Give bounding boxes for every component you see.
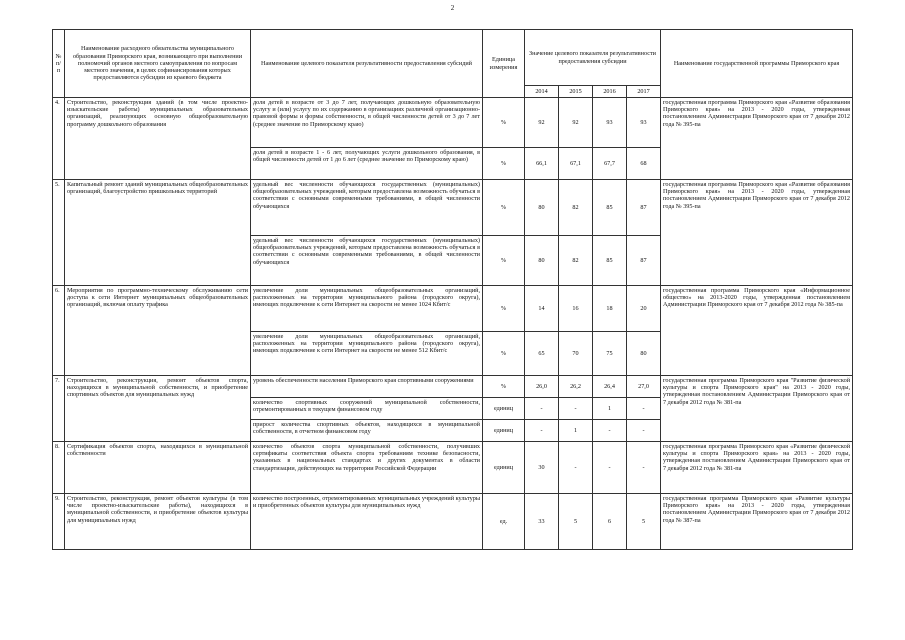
indicator-name: удельный вес численности обучающихся государственных (муниципальных) общеобразовательных учреждений, которым предоставлена возможность обучаться в соответствии с основными современными требованиями, в общей численности обучающихся <box>251 180 483 236</box>
state-program: государственная программа Приморского края «Информационное общество» на 2013-2020 годы, утвержденная постановлением Администрации Приморского края от 7 декабря 2012 года № 385-па <box>661 286 853 376</box>
indicator-value: - <box>593 420 627 442</box>
indicator-name: уровень обеспеченности населения Приморского края спортивными сооружениями <box>251 376 483 398</box>
indicator-name: количество объектов спорта муниципальной собственности, получивших сертификаты соответствия объекта спорта требованиям технике безопасности, указанных в национальных стандартах и других документах в области стандартизации, действующих на территории Российской Федерации <box>251 442 483 494</box>
indicator-value: 87 <box>627 180 661 236</box>
indicator-value: - <box>593 442 627 494</box>
state-program: государственная программа Приморского края «Развитие физической культуры и спорта Приморского края» на 2013 - 2020 годы, утвержденная постановлением Администрации Приморского края от 7 декабря 2012 года № 381-па <box>661 442 853 494</box>
indicator-unit: % <box>483 180 525 236</box>
row-number: 6. <box>53 286 65 376</box>
indicator-value: 14 <box>525 286 559 332</box>
indicator-value: - <box>627 442 661 494</box>
indicator-value: 70 <box>559 332 593 376</box>
row-number: 8. <box>53 442 65 494</box>
indicator-value: 33 <box>525 494 559 550</box>
indicator-value: 75 <box>593 332 627 376</box>
header-num: № п/п <box>53 30 65 98</box>
table-row <box>53 98 853 148</box>
header-program: Наименование государственной программы Приморского края <box>661 30 853 98</box>
indicator-value: 92 <box>525 98 559 148</box>
indicator-value: 26,2 <box>559 376 593 398</box>
indicator-value: 85 <box>593 180 627 236</box>
header-year: 2017 <box>627 86 661 98</box>
indicator-value: 5 <box>559 494 593 550</box>
indicator-unit: % <box>483 286 525 332</box>
indicator-value: 66,1 <box>525 148 559 180</box>
indicator-value: 1 <box>559 420 593 442</box>
header-row <box>53 30 853 86</box>
table-row <box>53 180 853 236</box>
indicator-name: увеличение доли муниципальных общеобразовательных организаций, расположенных на территории муниципального района (городского округа), имеющих подключение к сети Интернет на скорости не менее 512 Кбит/с <box>251 332 483 376</box>
state-program: государственная программа Приморского края «Развитие образования Приморского края» на 2013 - 2020 годы, утвержденная постановлением Администрации Приморского края от 7 декабря 2012 года № 395-па <box>661 180 853 286</box>
expense-obligation: Строительство, реконструкция, ремонт объектов культуры (в том числе проектно-изыскательские работы), находящихся в муниципальной собственности, и приобретение объектов культуры для муниципальных нужд <box>65 494 251 550</box>
expense-obligation: Строительство, реконструкция зданий (в том числе проектно-изыскательские работы) муниципальных образовательных организаций, реализующих основную общеобразовательную программу дошкольного образования <box>65 98 251 180</box>
header-expense: Наименование расходного обязательства муниципального образования Приморского края, возникающего при выполнении полномочий органов местного самоуправления по вопросам местного значения, в целях софинансирования которых предоставляются субсидии из краевого бюджета <box>65 30 251 98</box>
row-number: 4. <box>53 98 65 180</box>
indicator-value: 26,4 <box>593 376 627 398</box>
state-program: государственная программа Приморского края «Развитие культуры Приморского края» на 2013 - 2020 годы, утвержденная постановлением Администрации Приморского края от 7 декабря 2012 года № 387-па <box>661 494 853 550</box>
expense-obligation: Мероприятия по программно-техническому обслуживанию сети доступа к сети Интернет муниципальных общеобразовательных организаций, включая оплату трафика <box>65 286 251 376</box>
indicator-value: 5 <box>627 494 661 550</box>
indicator-unit: единиц <box>483 442 525 494</box>
indicator-value: - <box>627 420 661 442</box>
page-number: 2 <box>450 4 455 12</box>
indicator-value: 80 <box>525 180 559 236</box>
indicator-value: 80 <box>627 332 661 376</box>
indicator-value: - <box>627 398 661 420</box>
indicator-value: 80 <box>525 236 559 286</box>
indicator-value: 67,7 <box>593 148 627 180</box>
indicator-value: 85 <box>593 236 627 286</box>
indicator-value: 18 <box>593 286 627 332</box>
header-year: 2016 <box>593 86 627 98</box>
header-year: 2014 <box>525 86 559 98</box>
indicator-value: - <box>559 398 593 420</box>
header-year: 2015 <box>559 86 593 98</box>
state-program: государственная программа Приморского края «Развитие образования Приморского края» на 2013 - 2020 годы, утвержденная постановлением Администрации Приморского края от 7 декабря 2012 года № 395-па <box>661 98 853 180</box>
indicator-name: прирост количества спортивных объектов, находящихся в муниципальной собственности, в отчетном финансовом году <box>251 420 483 442</box>
indicator-name: увеличение доли муниципальных общеобразовательных организаций, расположенных на территории муниципального района (городского округа), имеющих подключение к сети Интернет на скорости не менее 1024 Кбит/с <box>251 286 483 332</box>
header-unit: Единица измерения <box>483 30 525 98</box>
indicator-unit: единиц <box>483 420 525 442</box>
indicator-name: доля детей в возрасте от 3 до 7 лет, получающих дошкольную образовательную услугу и (или) услугу по их содержанию в организациях различной организационно-правовой формы и формы собственности, в общей численности детей от 3 до 7 лет (среднее значение по Приморскому краю) <box>251 98 483 148</box>
indicator-name: количество спортивных сооружений муниципальной собственности, отремонтированных в текущем финансовом году <box>251 398 483 420</box>
state-program: государственная программа Приморского края "Развитие физической культуры и спорта Приморского края" на 2013 - 2020 годы, утвержденная постановлением Администрации Приморского края от 7 декабря 2012 года № 381-па <box>661 376 853 442</box>
indicator-value: 68 <box>627 148 661 180</box>
indicator-unit: % <box>483 236 525 286</box>
subsidy-indicators-table <box>52 29 853 550</box>
row-number: 7. <box>53 376 65 442</box>
indicator-unit: % <box>483 376 525 398</box>
indicator-value: 26,0 <box>525 376 559 398</box>
indicator-value: 16 <box>559 286 593 332</box>
indicator-value: - <box>525 398 559 420</box>
indicator-value: 87 <box>627 236 661 286</box>
table-row <box>53 494 853 550</box>
indicator-name: количество построенных, отремонтированных муниципальных учреждений культуры и приобретенных объектов культуры для муниципальных нужд <box>251 494 483 550</box>
table-row <box>53 442 853 494</box>
indicator-value: 6 <box>593 494 627 550</box>
table-row <box>53 376 853 398</box>
indicator-value: 27,0 <box>627 376 661 398</box>
indicator-unit: единиц <box>483 398 525 420</box>
row-number: 5. <box>53 180 65 286</box>
expense-obligation: Капитальный ремонт зданий муниципальных общеобразовательных организаций, благоустройство пришкольных территорий <box>65 180 251 286</box>
indicator-value: 93 <box>593 98 627 148</box>
expense-obligation: Строительство, реконструкция, ремонт объектов спорта, находящихся в муниципальной собственности, и приобретение спортивных объектов для муниципальных нужд <box>65 376 251 442</box>
indicator-value: 82 <box>559 236 593 286</box>
indicator-value: 20 <box>627 286 661 332</box>
indicator-value: 82 <box>559 180 593 236</box>
header-values: Значение целевого показателя результативности предоставления субсидии <box>525 30 661 86</box>
indicator-value: 67,1 <box>559 148 593 180</box>
indicator-value: 30 <box>525 442 559 494</box>
indicator-name: удельный вес численности обучающихся государственных (муниципальных) общеобразовательных учреждений, которым предоставлена возможность обучаться в соответствии с основными современными требованиями, в общей численности обучающихся <box>251 236 483 286</box>
indicator-value: - <box>559 442 593 494</box>
indicator-unit: % <box>483 332 525 376</box>
row-number: 9. <box>53 494 65 550</box>
expense-obligation: Сертификация объектов спорта, находящихся в муниципальной собственности <box>65 442 251 494</box>
indicator-value: 93 <box>627 98 661 148</box>
indicator-unit: % <box>483 98 525 148</box>
header-indicator: Наименование целевого показателя результативности предоставления субсидий <box>251 30 483 98</box>
indicator-value: 65 <box>525 332 559 376</box>
indicator-unit: % <box>483 148 525 180</box>
indicator-value: 1 <box>593 398 627 420</box>
indicator-value: - <box>525 420 559 442</box>
indicator-name: доля детей в возрасте 1 - 6 лет, получающих услуги дошкольного образования, в общей численности детей от 1 до 6 лет (среднее значение по Приморскому краю) <box>251 148 483 180</box>
indicator-unit: ед. <box>483 494 525 550</box>
indicator-value: 92 <box>559 98 593 148</box>
table-row <box>53 286 853 332</box>
